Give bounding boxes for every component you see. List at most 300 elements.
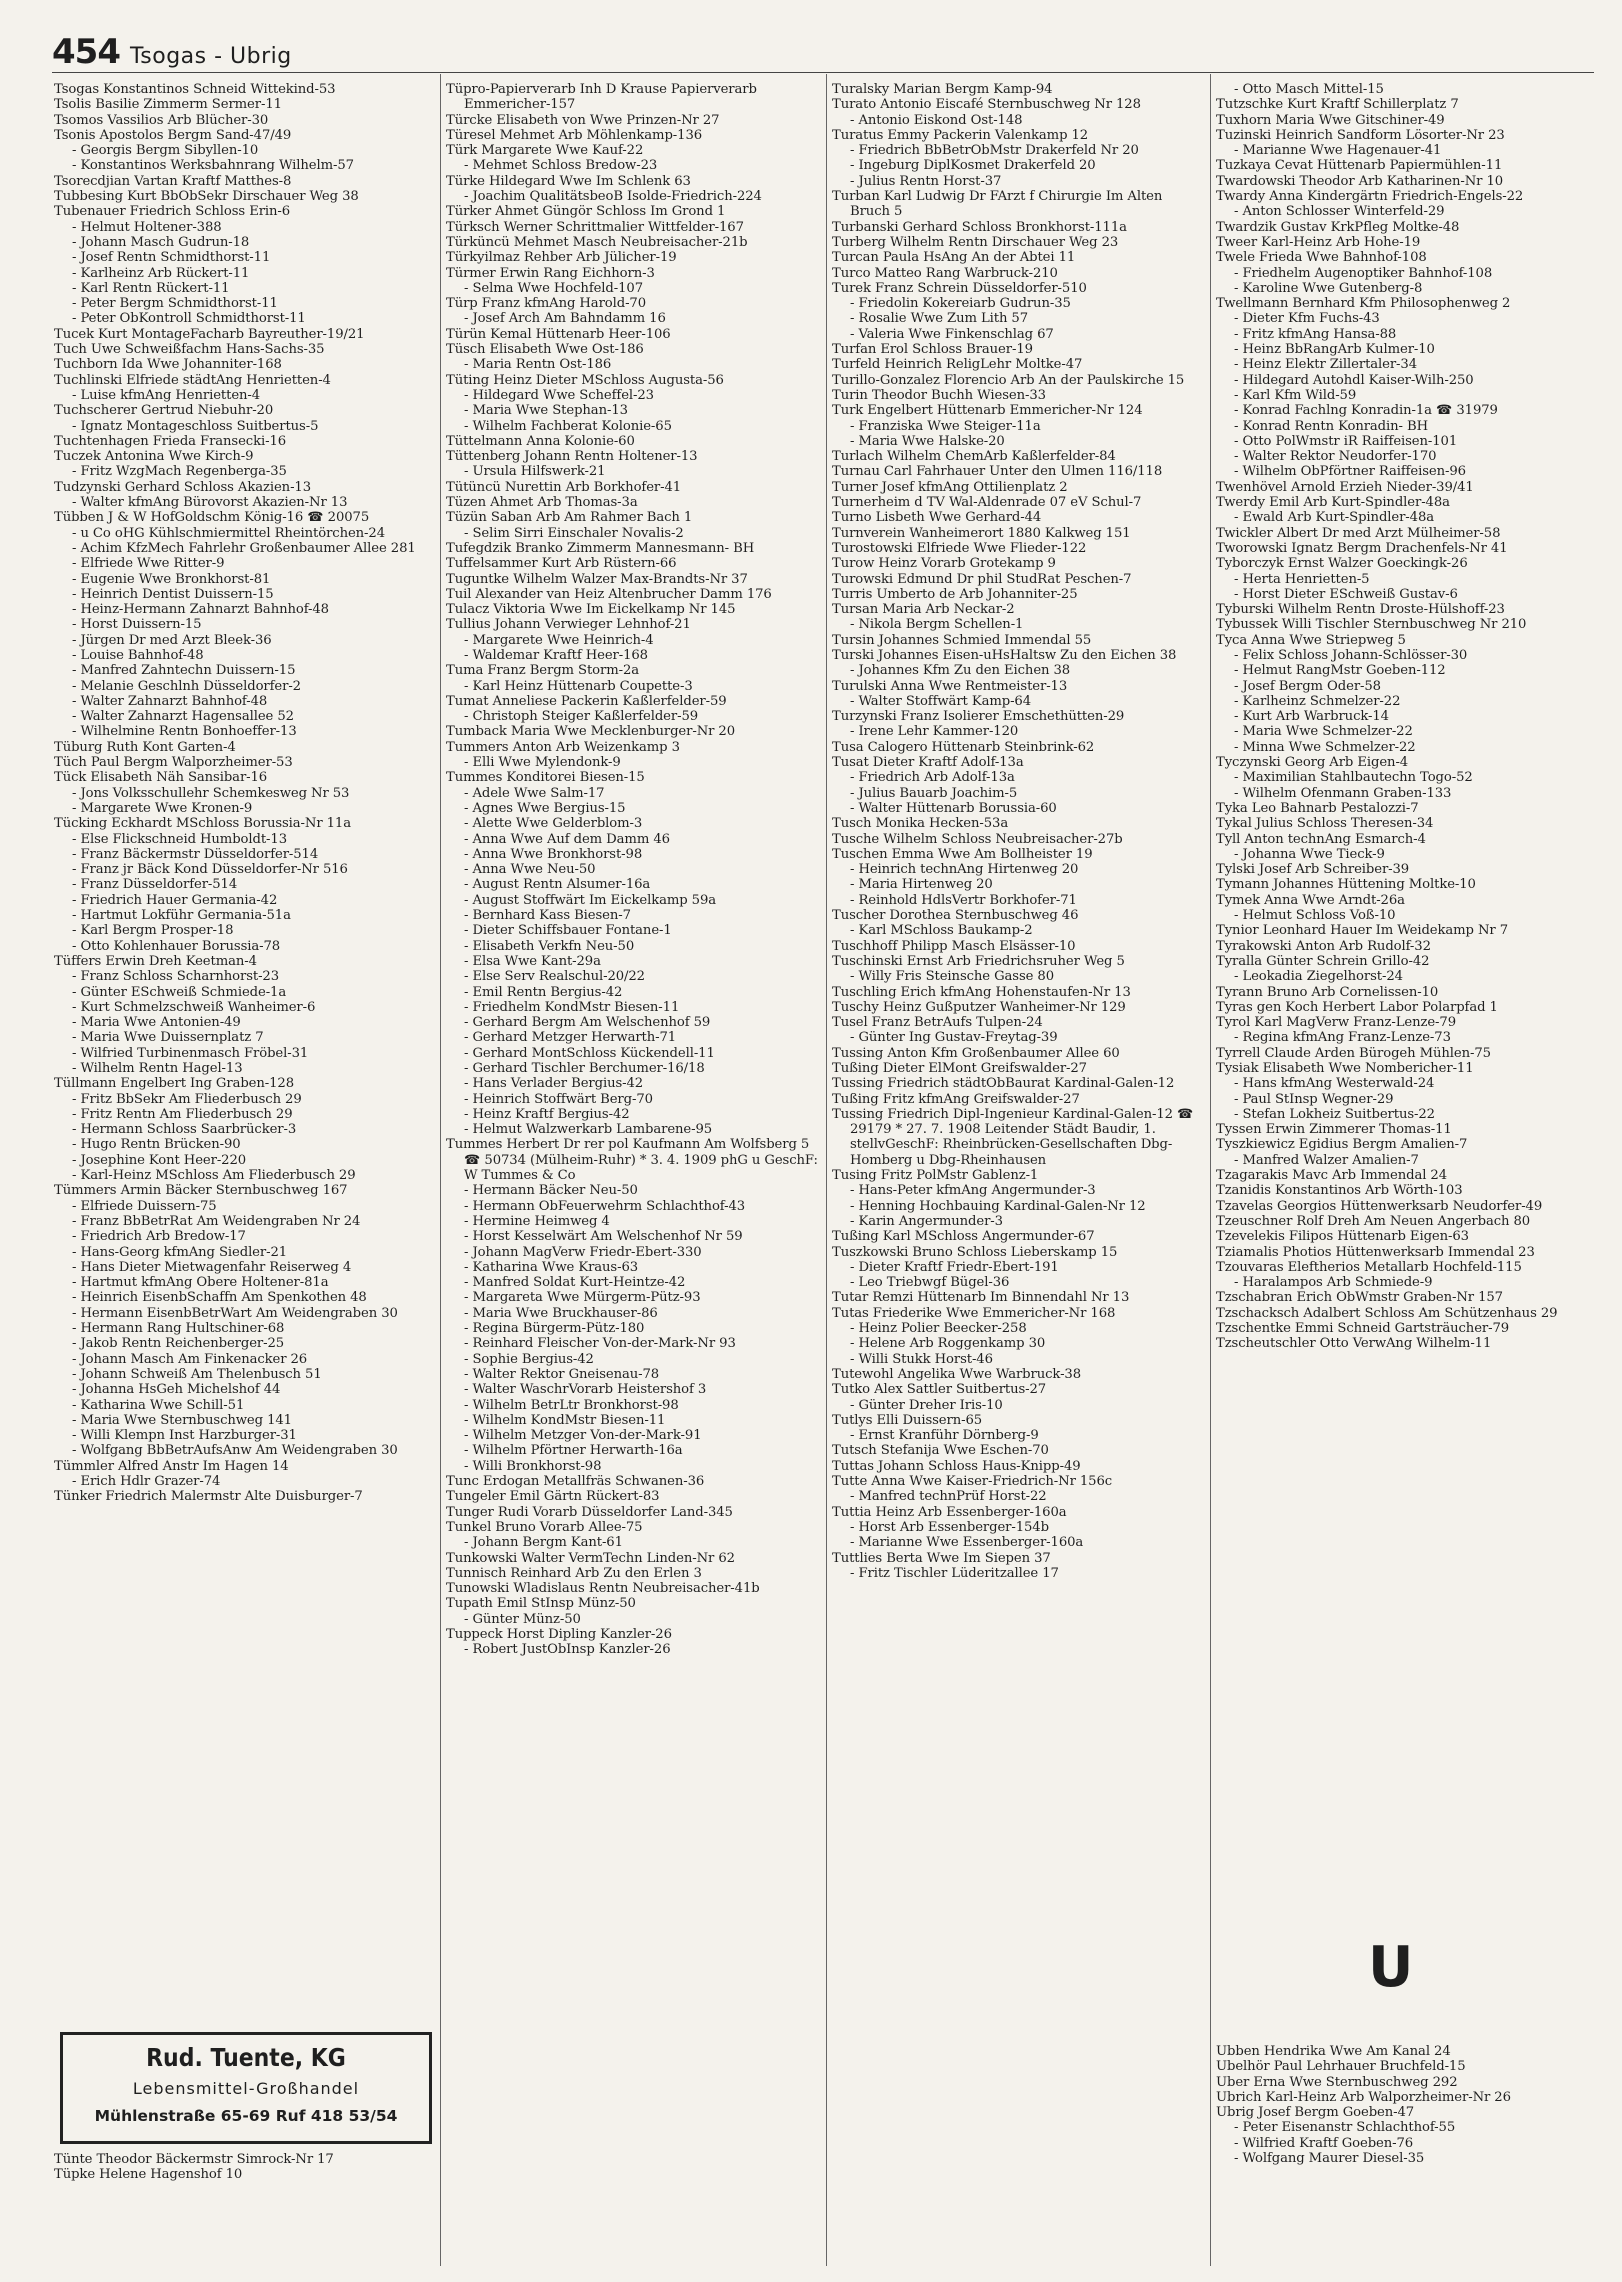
directory-entry: - Fritz Tischler Lüderitzallee 17 [850, 1565, 1059, 1581]
directory-entry: Tursin Johannes Schmied Immendal 55 [832, 632, 1092, 648]
directory-entry: - Hugo Rentn Brücken-90 [72, 1137, 241, 1153]
page-range: Tsogas - Ubrig [129, 44, 292, 69]
directory-entry: - Walter Zahnarzt Hagensallee 52 [72, 709, 294, 725]
directory-entry: Tüch Paul Bergm Walporzheimer-53 [54, 755, 293, 771]
directory-entry: Twardowski Theodor Arb Katharinen-Nr 10 [1216, 173, 1504, 189]
directory-entry: - Franz Düsseldorfer-514 [72, 877, 238, 893]
directory-entry: - Fritz BbSekr Am Fliederbusch 29 [72, 1091, 302, 1107]
directory-entry: - Friedhelm KondMstr Biesen-11 [464, 999, 680, 1015]
directory-entry: - Manfred Zahntechn Duissern-15 [72, 663, 296, 679]
directory-entry: Twenhövel Arnold Erzieh Nieder-39/41 [1216, 479, 1474, 495]
directory-entry: Tüsch Elisabeth Wwe Ost-186 [446, 342, 644, 358]
directory-entry: - Wilhelm Ofenmann Graben-133 [1234, 785, 1452, 801]
directory-entry: - Maria Wwe Schmelzer-22 [1234, 724, 1413, 740]
directory-entry: - Helmut Schloss Voß-10 [1234, 908, 1396, 924]
directory-entry: Tüting Heinz Dieter MSchloss Augusta-56 [446, 372, 724, 388]
directory-entry: Tutsch Stefanija Wwe Eschen-70 [832, 1443, 1049, 1459]
directory-entry: Turek Franz Schrein Düsseldorfer-510 [832, 280, 1087, 296]
directory-entry: - Maximilian Stahlbautechn Togo-52 [1234, 770, 1473, 786]
directory-entry: - Margareta Wwe Mürgerm-Pütz-93 [464, 1290, 701, 1306]
directory-entry: - Else Serv Realschul-20/22 [464, 969, 645, 985]
directory-entry: - Wilhelm Rentn Hagel-13 [72, 1061, 243, 1076]
directory-entry: Tussing Anton Kfm Großenbaumer Allee 60 [832, 1045, 1120, 1061]
directory-entry: - Ewald Arb Kurt-Spindler-48a [1234, 510, 1435, 526]
directory-entry: - Friedrich Arb Bredow-17 [72, 1229, 246, 1245]
directory-entry: - Anna Wwe Bronkhorst-98 [464, 846, 643, 862]
directory-entry: - Kurt Arb Warbruck-14 [1234, 709, 1389, 725]
directory-entry: - Agnes Wwe Bergius-15 [464, 800, 626, 816]
directory-entry: Tüzün Saban Arb Am Rahmer Bach 1 [446, 510, 693, 526]
directory-entry: Tutar Remzi Hüttenarb Im Binnendahl Nr 13 [832, 1290, 1130, 1306]
directory-entry: Tunc Erdogan Metallfräs Schwanen-36 [446, 1474, 705, 1490]
directory-entry: Tsomos Vassilios Arb Blücher-30 [54, 112, 269, 128]
directory-entry: - Manfred Walzer Amalien-7 [1234, 1152, 1419, 1168]
directory-entry: - Nikola Bergm Schellen-1 [850, 617, 1024, 633]
directory-entry: Tummes Herbert Dr rer pol Kaufmann Am Wolfsberg 5 ☎ 50734 (Mülheim-Ruhr) * 3. 4. 1909 phG u GeschF: W Tummes & Co [446, 1137, 818, 1184]
directory-entry: Tyrann Bruno Arb Cornelissen-10 [1216, 984, 1439, 1000]
directory-entry: - Horst Arb Essenberger-154b [850, 1519, 1049, 1535]
directory-entry: Tünker Friedrich Malermstr Alte Duisburger-7 [54, 1489, 363, 1505]
directory-entry: Twellmann Bernhard Kfm Philosophenweg 2 [1216, 296, 1511, 312]
directory-entry: - Georgis Bergm Sibyllen-10 [72, 143, 259, 159]
directory-entry: - Peter ObKontroll Schmidthorst-11 [72, 311, 306, 327]
directory-entry: - Hermann Bäcker Neu-50 [464, 1183, 638, 1199]
directory-entry: - Katharina Wwe Kraus-63 [464, 1259, 639, 1275]
directory-entry: - Anna Wwe Auf dem Damm 46 [464, 831, 670, 847]
directory-entry: - Fritz Rentn Am Fliederbusch 29 [72, 1106, 293, 1122]
directory-entry: - Johann Masch Am Finkenacker 26 [72, 1351, 308, 1367]
directory-entry: Tudzynski Gerhard Schloss Akazien-13 [54, 479, 312, 495]
directory-entry: - Günter Münz-50 [464, 1611, 581, 1627]
directory-entry: Tzavelas Georgios Hüttenwerksarb Neudorfer-49 [1216, 1198, 1543, 1214]
directory-entry: - Julius Rentn Horst-37 [850, 173, 1002, 189]
directory-entry: Turato Antonio Eiscafé Sternbuschweg Nr 128 [832, 97, 1141, 113]
directory-entry: - Friedrich Hauer Germania-42 [72, 892, 278, 908]
directory-entry: Turin Theodor Buchh Wiesen-33 [832, 387, 1046, 403]
directory-entry: Turow Heinz Vorarb Grotekamp 9 [832, 556, 1056, 572]
directory-entry: - Adele Wwe Salm-17 [464, 785, 605, 801]
directory-entry: - Heinrich technAng Hirtenweg 20 [850, 862, 1079, 878]
directory-entry: Tusat Dieter Kraftf Adolf-13a [832, 755, 1024, 771]
directory-entry: - Willi Klempn Inst Harzburger-31 [72, 1428, 297, 1444]
directory-entry: Tzeuschner Rolf Dreh Am Neuen Angerbach 80 [1216, 1213, 1531, 1229]
directory-entry: Tütüncü Nurettin Arb Borkhofer-41 [446, 479, 682, 495]
directory-entry: - Julius Bauarb Joachim-5 [850, 785, 1018, 801]
directory-entry: - Josef Bergm Oder-58 [1234, 678, 1381, 694]
directory-entry: - Franziska Wwe Steiger-11a [850, 418, 1041, 434]
column-divider [826, 74, 827, 2266]
directory-entry: - Günter Ing Gustav-Freytag-39 [850, 1030, 1058, 1046]
directory-entry: - Haralampos Arb Schmiede-9 [1234, 1275, 1433, 1291]
directory-entry: - Karl Heinz Hüttenarb Coupette-3 [464, 678, 693, 694]
directory-entry: - Margarete Wwe Kronen-9 [72, 800, 253, 816]
directory-entry: - Antonio Eiskond Ost-148 [850, 112, 1023, 128]
directory-entry: Tyczynski Georg Arb Eigen-4 [1216, 755, 1409, 771]
directory-entry: - Manfred technPrüf Horst-22 [850, 1489, 1047, 1505]
directory-entry: - Helmut RangMstr Goeben-112 [1234, 663, 1446, 679]
directory-entry: - Heinz Kraftf Bergius-42 [464, 1106, 630, 1122]
directory-entry: - Rosalie Wwe Zum Lith 57 [850, 311, 1029, 327]
directory-entry: Türküncü Mehmet Masch Neubreisacher-21b [446, 234, 748, 250]
directory-entry: - Karl Bergm Prosper-18 [72, 923, 234, 939]
directory-entry: - Reinhold HdlsVertr Borkhofer-71 [850, 892, 1077, 908]
directory-entry: - Josef Rentn Schmidthorst-11 [72, 250, 271, 266]
directory-entry: - Marianne Wwe Hagenauer-41 [1234, 143, 1442, 159]
directory-entry: - Konrad Rentn Konradin- BH [1234, 418, 1428, 434]
directory-entry: Tynior Leonhard Hauer Im Weidekamp Nr 7 [1216, 923, 1509, 939]
directory-entry: - Karin Angermunder-3 [850, 1213, 1003, 1229]
directory-entry: Tsolis Basilie Zimmerm Sermer-11 [54, 97, 282, 113]
directory-entry: Turris Umberto de Arb Johanniter-25 [832, 586, 1078, 602]
directory-entry: - Johannes Kfm Zu den Eichen 38 [850, 663, 1071, 679]
directory-entry: Tüzen Ahmet Arb Thomas-3a [446, 495, 638, 511]
directory-entry: Tzagarakis Mavc Arb Immendal 24 [1216, 1168, 1448, 1184]
directory-entry: - Anna Wwe Neu-50 [464, 862, 596, 878]
directory-entry: Türksch Werner Schrittmalier Wittfelder-167 [446, 219, 744, 235]
directory-entry: Tümmers Armin Bäcker Sternbuschweg 167 [54, 1183, 348, 1199]
directory-entry: Tuma Franz Bergm Storm-2a [446, 663, 640, 679]
directory-entry: Tylski Josef Arb Schreiber-39 [1216, 862, 1410, 878]
directory-entry: Tümmler Alfred Anstr Im Hagen 14 [54, 1458, 289, 1474]
directory-entry: Tüttenberg Johann Rentn Holtener-13 [446, 449, 698, 465]
directory-entry: Tumat Anneliese Packerin Kaßlerfelder-59 [446, 693, 727, 709]
directory-entry: - Jürgen Dr med Arzt Bleek-36 [72, 632, 272, 648]
directory-entry: - Walter WaschrVorarb Heistershof 3 [464, 1382, 707, 1398]
directory-entry: - Franz Schloss Scharnhorst-23 [72, 969, 280, 985]
directory-entry: Turner Josef kfmAng Ottilienplatz 2 [832, 479, 1068, 495]
directory-entry: Turberg Wilhelm Rentn Dirschauer Weg 23 [832, 234, 1119, 250]
page-header [52, 32, 292, 72]
directory-entry: Tsogas Konstantinos Schneid Wittekind-53 [54, 82, 336, 97]
directory-entry: - Peter Bergm Schmidthorst-11 [72, 296, 278, 312]
directory-entry: Turbanski Gerhard Schloss Bronkhorst-111a [832, 219, 1127, 235]
directory-entry: Ubrig Josef Bergm Goeben-47 [1216, 2105, 1415, 2121]
directory-entry: Tuttlies Berta Wwe Im Siepen 37 [832, 1550, 1051, 1566]
directory-entry: - Josef Arch Am Bahndamm 16 [464, 311, 666, 327]
directory-entry: Ubrich Karl-Heinz Arb Walporzheimer-Nr 26 [1216, 2089, 1511, 2105]
directory-entry: Tuczek Antonina Wwe Kirch-9 [54, 449, 254, 465]
advertisement [60, 2032, 432, 2144]
directory-entry: - Selma Wwe Hochfeld-107 [464, 280, 643, 296]
directory-entry: - Robert JustObInsp Kanzler-26 [464, 1642, 671, 1658]
directory-entry: Tupath Emil StInsp Münz-50 [446, 1596, 636, 1612]
directory-entry: Tutko Alex Sattler Suitbertus-27 [832, 1382, 1047, 1398]
ad-address: Mühlenstraße 65-69 Ruf 418 53/54 [94, 2107, 398, 2125]
directory-entry: Tutewohl Angelika Wwe Warbruck-38 [832, 1366, 1082, 1382]
directory-entry: Tysiak Elisabeth Wwe Nombericher-11 [1216, 1061, 1474, 1076]
directory-entry: - Achim KfzMech Fahrlehr Großenbaumer Allee 281 [72, 540, 416, 556]
directory-entry: Türke Hildegard Wwe Im Schlenk 63 [446, 173, 691, 189]
directory-entry: Tüllmann Engelbert Ing Graben-128 [54, 1076, 294, 1092]
directory-entry: - Otto Masch Mittel-15 [1234, 82, 1384, 97]
directory-entry: Türün Kemal Hüttenarb Heer-106 [446, 326, 671, 342]
directory-entry: - Leokadia Ziegelhorst-24 [1234, 969, 1403, 985]
directory-entry: - Manfred Soldat Kurt-Heintze-42 [464, 1275, 686, 1291]
directory-entry: Twerdy Emil Arb Kurt-Spindler-48a [1216, 495, 1450, 511]
directory-entry: Tuzkaya Cevat Hüttenarb Papiermühlen-11 [1216, 158, 1503, 174]
directory-entry: - Dieter Schiffsbauer Fontane-1 [464, 923, 672, 939]
directory-entry: - Walter Rektor Neudorfer-170 [1234, 449, 1437, 465]
directory-entry: - Maria Wwe Duissernplatz 7 [72, 1030, 264, 1046]
directory-entry: Tuschling Erich kfmAng Hohenstaufen-Nr 13 [832, 984, 1131, 1000]
directory-entry: Turk Engelbert Hüttenarb Emmericher-Nr 124 [832, 403, 1143, 419]
directory-entry: Türmer Erwin Rang Eichhorn-3 [446, 265, 655, 281]
directory-entry: Tufegdzik Branko Zimmerm Mannesmann- BH [446, 540, 755, 556]
directory-entry: Tyssen Erwin Zimmerer Thomas-11 [1216, 1122, 1452, 1138]
directory-entry: - Valeria Wwe Finkenschlag 67 [850, 326, 1054, 342]
directory-entry: - Karlheinz Schmelzer-22 [1234, 693, 1401, 709]
u-section [1216, 2044, 1594, 2264]
directory-entry: - Gerhard Bergm Am Welschenhof 59 [464, 1015, 711, 1031]
directory-entry: Tykal Julius Schloss Theresen-34 [1216, 816, 1434, 832]
directory-entry: - Dieter Kraftf Friedr-Ebert-191 [850, 1259, 1059, 1275]
directory-entry: - Heinz Elektr Zillertaler-34 [1234, 357, 1417, 373]
directory-entry: - Bernhard Kass Biesen-7 [464, 908, 631, 924]
directory-entry: - Gerhard MontSchloss Kückendell-11 [464, 1045, 715, 1061]
directory-entry: - Jons Volksschullehr Schemkesweg Nr 53 [72, 785, 350, 801]
directory-entry: - Dieter Kfm Fuchs-43 [1234, 311, 1380, 327]
directory-entry: - Else Flickschneid Humboldt-13 [72, 831, 287, 847]
directory-entry: Tubbesing Kurt BbObSekr Dirschauer Weg 38 [54, 189, 359, 205]
directory-entry: Tuzinski Heinrich Sandform Lösorter-Nr 23 [1216, 127, 1505, 143]
directory-entry: Tussing Friedrich Dipl-Ingenieur Kardinal-Galen-12 ☎ 29179 * 27. 7. 1908 Leitender Städt Baudir, 1. stellvGeschF: Rheinbrücken-Gesellschaften Dbg-Homberg u Dbg-Rheinhausen [832, 1106, 1194, 1168]
directory-entry: Tyll Anton technAng Esmarch-4 [1216, 831, 1426, 847]
directory-entry: - Anton Schlosser Winterfeld-29 [1234, 204, 1445, 220]
directory-entry: Turban Karl Ludwig Dr FArzt f Chirurgie Im Alten Bruch 5 [832, 189, 1163, 220]
directory-entry: Turlach Wilhelm ChemArb Kaßlerfelder-84 [832, 449, 1116, 465]
directory-entry: - Elfriede Wwe Ritter-9 [72, 556, 225, 572]
directory-entry: Tußing Fritz kfmAng Greifswalder-27 [832, 1091, 1080, 1107]
directory-entry: Tutlys Elli Duissern-65 [832, 1412, 983, 1428]
directory-entry: Tursan Maria Arb Neckar-2 [832, 602, 1015, 618]
directory-entry: - Konrad Fachlng Konradin-1a ☎ 31979 [1234, 403, 1498, 419]
directory-entry: Tusel Franz BetrAufs Tulpen-24 [832, 1015, 1043, 1031]
directory-entry: - Erich Hdlr Grazer-74 [72, 1474, 221, 1490]
directory-entry: - August Rentn Alsumer-16a [464, 877, 651, 893]
directory-entry: - Elfriede Duissern-75 [72, 1198, 217, 1214]
directory-entry: - Christoph Steiger Kaßlerfelder-59 [464, 709, 699, 725]
directory-entry: - Felix Schloss Johann-Schlösser-30 [1234, 647, 1468, 663]
directory-entry: Turnverein Wanheimerort 1880 Kalkweg 151 [832, 525, 1131, 541]
directory-entry: Tubenauer Friedrich Schloss Erin-6 [54, 204, 291, 220]
directory-entry: - Melanie Geschlnh Düsseldorfer-2 [72, 678, 301, 694]
directory-entry: - Luise kfmAng Henrietten-4 [72, 387, 261, 403]
directory-entry: - Friedrich Arb Adolf-13a [850, 770, 1015, 786]
directory-entry: - Ingeburg DiplKosmet Drakerfeld 20 [850, 158, 1096, 174]
directory-entry: Tuszkowski Bruno Schloss Lieberskamp 15 [832, 1244, 1118, 1260]
directory-entry: Tuttas Johann Schloss Haus-Knipp-49 [832, 1458, 1081, 1474]
directory-entry: Turno Lisbeth Wwe Gerhard-44 [832, 510, 1042, 526]
directory-entry: Turnau Carl Fahrhauer Unter den Ulmen 116/118 [832, 464, 1163, 480]
directory-entry: Twardzik Gustav KrkPfleg Moltke-48 [1216, 219, 1460, 235]
directory-entry: - Helmut Holtener-388 [72, 219, 222, 235]
column-1-tail [54, 2152, 434, 2262]
directory-entry: Tuguntke Wilhelm Walzer Max-Brandts-Nr 37 [446, 571, 748, 587]
directory-entry: - Horst Duissern-15 [72, 617, 202, 633]
directory-entry: Tuchtenhagen Frieda Fransecki-16 [54, 433, 287, 449]
directory-entry: - Franz jr Bäck Kond Düsseldorfer-Nr 516 [72, 862, 348, 878]
directory-entry: - Wilhelm Metzger Von-der-Mark-91 [464, 1428, 702, 1444]
ad-subtitle: Lebensmittel-Großhandel [132, 2079, 360, 2098]
directory-entry: - Wilhelm ObPförtner Raiffeisen-96 [1234, 464, 1466, 480]
directory-entry: - Helene Arb Roggenkamp 30 [850, 1336, 1046, 1352]
directory-entry: - Louise Bahnhof-48 [72, 647, 204, 663]
directory-entry: - Wilhelm Fachberat Kolonie-65 [464, 418, 672, 434]
directory-entry: - Jakob Rentn Reichenberger-25 [72, 1336, 285, 1352]
directory-entry: - Maria Wwe Bruckhauser-86 [464, 1305, 658, 1321]
column-divider [440, 74, 441, 2266]
directory-entry: - Horst Dieter ESchweiß Gustav-6 [1234, 586, 1458, 602]
directory-entry: - Wilhelm BetrLtr Bronkhorst-98 [464, 1397, 679, 1413]
directory-entry: - Ursula Hilfswerk-21 [464, 464, 606, 480]
directory-entry: - Walter Hüttenarb Borussia-60 [850, 800, 1057, 816]
directory-entry: - Johann MagVerw Friedr-Ebert-330 [464, 1244, 702, 1260]
column-4 [1216, 82, 1594, 1902]
directory-entry: - Heinz BbRangArb Kulmer-10 [1234, 342, 1435, 358]
directory-entry: - Willi Bronkhorst-98 [464, 1458, 602, 1474]
directory-entry: - Karl Kfm Wild-59 [1234, 387, 1357, 403]
directory-entry: - Hermine Heimweg 4 [464, 1213, 610, 1229]
directory-entry: Tübben J & W HofGoldschm König-16 ☎ 20075 [54, 510, 370, 526]
directory-entry: - Maria Hirtenweg 20 [850, 877, 993, 893]
directory-entry: Tumback Maria Wwe Mecklenburger-Nr 20 [446, 724, 736, 740]
directory-entry: Tyburski Wilhelm Rentn Droste-Hülshoff-23 [1216, 602, 1505, 618]
directory-entry: - Franz BbBetrRat Am Weidengraben Nr 24 [72, 1213, 361, 1229]
directory-entry: - Johann Bergm Kant-61 [464, 1535, 623, 1551]
directory-entry: - Mehmet Schloss Bredow-23 [464, 158, 658, 174]
directory-entry: Tutte Anna Wwe Kaiser-Friedrich-Nr 156c [832, 1474, 1113, 1490]
directory-entry: Turnerheim d TV Wal-Aldenrade 07 eV Schul-7 [832, 495, 1142, 511]
directory-entry: Tuchborn Ida Wwe Johanniter-168 [54, 357, 282, 373]
directory-entry: Turalsky Marian Bergm Kamp-94 [832, 82, 1053, 97]
directory-entry: - Minna Wwe Schmelzer-22 [1234, 739, 1416, 755]
directory-entry: - Wilfried Turbinenmasch Fröbel-31 [72, 1045, 309, 1061]
directory-entry: Tußing Karl MSchloss Angermunder-67 [832, 1229, 1095, 1245]
directory-entry: Tuil Alexander van Heiz Altenbrucher Damm 176 [446, 586, 772, 602]
directory-entry: - Josephine Kont Heer-220 [72, 1152, 247, 1168]
directory-entry: Turco Matteo Rang Warbruck-210 [832, 265, 1058, 281]
directory-entry: Ubelhör Paul Lehrhauer Bruchfeld-15 [1216, 2059, 1466, 2075]
directory-entry: - Konstantinos Werksbahnrang Wilhelm-57 [72, 158, 354, 174]
directory-entry: - Walter Stoffwärt Kamp-64 [850, 693, 1032, 709]
directory-entry: - Elisabeth Verkfn Neu-50 [464, 938, 635, 954]
directory-entry: Tuchlinski Elfriede städtAng Henrietten-4 [54, 372, 331, 388]
directory-entry: Tyszkiewicz Egidius Bergm Amalien-7 [1216, 1137, 1468, 1153]
directory-entry: - Katharina Wwe Schill-51 [72, 1397, 245, 1413]
directory-entry: Tunger Rudi Vorarb Düsseldorfer Land-345 [446, 1504, 733, 1520]
directory-entry: - Karl MSchloss Baukamp-2 [850, 923, 1033, 939]
directory-entry: - Heinrich EisenbSchaffn Am Spenkothen 48 [72, 1290, 367, 1306]
directory-entry: Ubben Hendrika Wwe Am Kanal 24 [1216, 2044, 1451, 2059]
directory-entry: - Walter Rektor Gneisenau-78 [464, 1366, 660, 1382]
directory-entry: - Elsa Wwe Kant-29a [464, 953, 601, 969]
directory-entry: - Hans-Peter kfmAng Angermunder-3 [850, 1183, 1096, 1199]
directory-entry: - Regina kfmAng Franz-Lenze-73 [1234, 1030, 1451, 1046]
directory-entry: - Willy Fris Steinsche Gasse 80 [850, 969, 1054, 985]
directory-entry: Türk Margarete Wwe Kauf-22 [446, 143, 644, 159]
directory-entry: - Gerhard Tischler Berchumer-16/18 [464, 1061, 705, 1076]
directory-entry: Tußing Dieter ElMont Greifswalder-27 [832, 1061, 1087, 1076]
directory-entry: Tüpro-Papierverarb Inh D Krause Papierverarb Emmericher-157 [446, 82, 757, 113]
directory-entry: Turulski Anna Wwe Rentmeister-13 [832, 678, 1068, 694]
directory-entry: - Maria Wwe Halske-20 [850, 433, 1005, 449]
directory-entry: - Friedrich BbBetrObMstr Drakerfeld Nr 20 [850, 143, 1139, 159]
directory-entry: - Helmut Walzwerkarb Lambarene-95 [464, 1122, 713, 1138]
directory-entry: - Hermann Schloss Saarbrücker-3 [72, 1122, 297, 1138]
directory-entry: Turowski Edmund Dr phil StudRat Peschen-7 [832, 571, 1132, 587]
directory-entry: Tunkel Bruno Vorarb Allee-75 [446, 1519, 643, 1535]
directory-entry: Tyralla Günter Schrein Grillo-42 [1216, 953, 1430, 969]
directory-entry: Tuxhorn Maria Wwe Gitschiner-49 [1216, 112, 1445, 128]
directory-entry: - Hildegard Autohdl Kaiser-Wilh-250 [1234, 372, 1474, 388]
directory-entry: - August Stoffwärt Im Eickelkamp 59a [464, 892, 717, 908]
directory-entry: Tzanidis Konstantinos Arb Wörth-103 [1216, 1183, 1463, 1199]
directory-entry: Tsorecdjian Vartan Kraftf Matthes-8 [54, 173, 292, 189]
directory-entry: - Margarete Wwe Heinrich-4 [464, 632, 654, 648]
directory-entry: Tuschen Emma Wwe Am Bollheister 19 [832, 846, 1093, 862]
directory-entry: - Ernst Kranführ Dörnberg-9 [850, 1428, 1039, 1444]
directory-entry: Tyras gen Koch Herbert Labor Polarpfad 1 [1216, 999, 1498, 1015]
directory-entry: - Maria Wwe Antonien-49 [72, 1015, 241, 1031]
directory-entry: - Heinrich Stoffwärt Berg-70 [464, 1091, 653, 1107]
directory-entry: - Friedolin Kokereiarb Gudrun-35 [850, 296, 1071, 312]
directory-entry: Tummes Konditorei Biesen-15 [446, 770, 645, 786]
directory-entry: Tüttelmann Anna Kolonie-60 [446, 433, 635, 449]
directory-entry: - Stefan Lokheiz Suitbertus-22 [1234, 1106, 1435, 1122]
directory-entry: Türesel Mehmet Arb Möhlenkamp-136 [446, 127, 703, 143]
directory-entry: - Ignatz Montageschloss Suitbertus-5 [72, 418, 319, 434]
directory-entry: Tüffers Erwin Dreh Keetman-4 [54, 953, 257, 969]
directory-entry: Tünte Theodor Bäckermstr Simrock-Nr 17 [54, 2152, 334, 2167]
directory-entry: Tzevelekis Filipos Hüttenarb Eigen-63 [1216, 1229, 1469, 1245]
directory-entry: Turostowski Elfriede Wwe Flieder-122 [832, 540, 1087, 556]
directory-entry: - Paul StInsp Wegner-29 [1234, 1091, 1394, 1107]
directory-entry: Tusa Calogero Hüttenarb Steinbrink-62 [832, 739, 1095, 755]
directory-entry: Tunowski Wladislaus Rentn Neubreisacher-41b [446, 1581, 760, 1597]
directory-entry: - Hans Dieter Mietwagenfahr Reiserweg 4 [72, 1259, 352, 1275]
directory-entry: - Hans kfmAng Westerwald-24 [1234, 1076, 1435, 1092]
directory-entry: Tuschinski Ernst Arb Friedrichsruher Weg 5 [832, 953, 1125, 969]
directory-entry: Tulacz Viktoria Wwe Im Eickelkamp Nr 145 [446, 602, 736, 618]
directory-entry: Tutas Friederike Wwe Emmericher-Nr 168 [832, 1305, 1116, 1321]
directory-entry: Tzschentke Emmi Schneid Gartsträucher-79 [1216, 1321, 1510, 1337]
directory-entry: Tüpke Helene Hagenshof 10 [54, 2167, 243, 2183]
directory-entry: - Joachim QualitätsbeoB Isolde-Friedrich-224 [464, 189, 762, 205]
directory-entry: Turillo-Gonzalez Florencio Arb An der Paulskirche 15 [832, 372, 1185, 388]
directory-entry: - u Co oHG Kühlschmiermittel Rheintörchen-24 [72, 525, 385, 541]
directory-entry: Tzouvaras Eleftherios Metallarb Hochfeld-115 [1216, 1259, 1522, 1275]
directory-entry: - Wilhelm KondMstr Biesen-11 [464, 1412, 666, 1428]
directory-entry: - Regina Bürgerm-Pütz-180 [464, 1321, 645, 1337]
directory-entry: Tuch Uwe Schweißfachm Hans-Sachs-35 [54, 342, 325, 358]
directory-entry: Tyca Anna Wwe Striepweg 5 [1216, 632, 1406, 648]
directory-entry: - Karl Rentn Rückert-11 [72, 280, 230, 296]
directory-entry: - Walter Zahnarzt Bahnhof-48 [72, 693, 268, 709]
directory-entry: Tunkowski Walter VermTechn Linden-Nr 62 [446, 1550, 735, 1566]
directory-entry: - Herta Henrietten-5 [1234, 571, 1370, 587]
directory-entry: Turcan Paula HsAng An der Abtei 11 [832, 250, 1076, 266]
directory-entry: Tyrakowski Anton Arb Rudolf-32 [1216, 938, 1431, 954]
directory-entry: - Leo Triebwgf Bügel-36 [850, 1275, 1010, 1291]
directory-entry: - Hermann EisenbBetrWart Am Weidengraben 30 [72, 1305, 398, 1321]
directory-entry: Tymek Anna Wwe Arndt-26a [1216, 892, 1405, 908]
directory-entry: Tuschy Heinz Gußputzer Wanheimer-Nr 129 [832, 999, 1126, 1015]
directory-entry: - Johanna Wwe Tieck-9 [1234, 846, 1385, 862]
directory-entry: - Hartmut kfmAng Obere Holtener-81a [72, 1275, 329, 1291]
directory-entry: Turski Johannes Eisen-uHsHaltsw Zu den Eichen 38 [832, 647, 1177, 663]
directory-entry: Tussing Friedrich städtObBaurat Kardinal-Galen-12 [832, 1076, 1175, 1092]
directory-entry: Tück Elisabeth Näh Sansibar-16 [54, 770, 268, 786]
